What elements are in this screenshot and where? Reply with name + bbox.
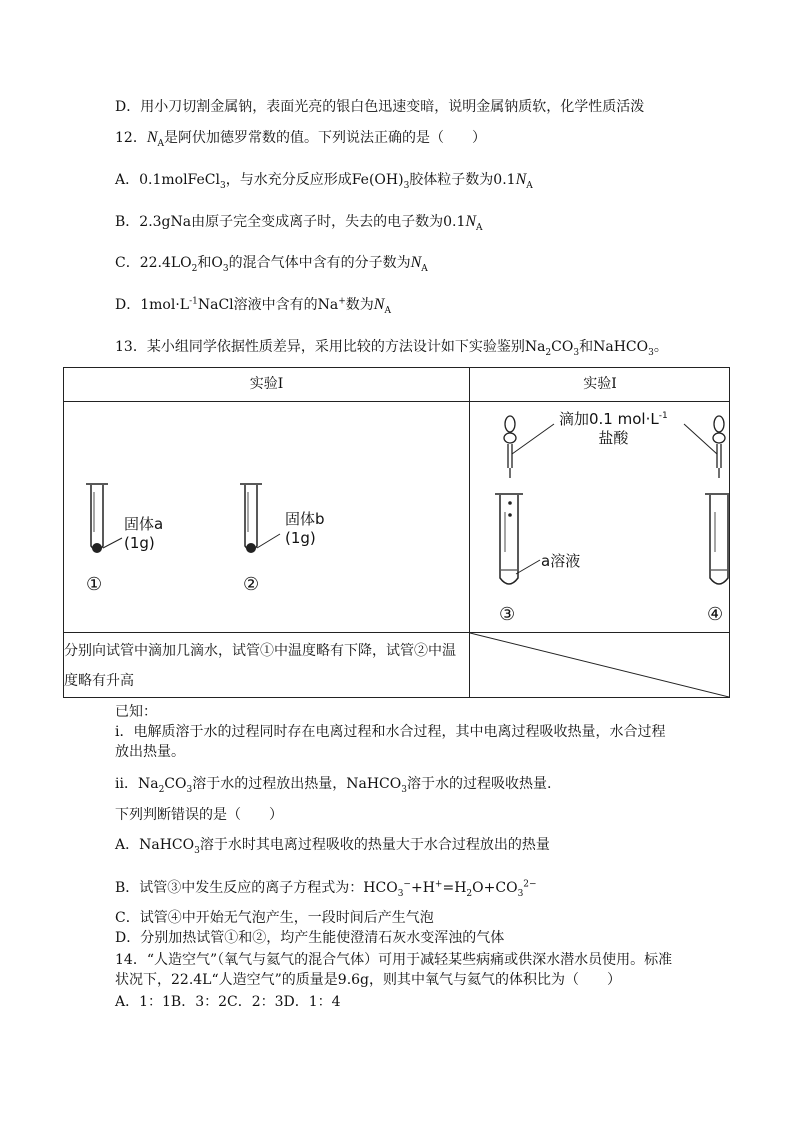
test-tube-4 [705,494,730,584]
solid-b-powder [246,543,256,553]
test-tube-1 [86,484,108,551]
q12-d-post: 数为 [345,297,374,313]
drop-icon [508,513,512,517]
q12-c-post: 的混合气体中含有的分子数为 [228,255,411,271]
q13-stem-s1: 2 [545,347,552,358]
q12-c-sub: 2 [191,263,198,274]
q13-option-c: C．试管④中开始无气泡产生，一段时间后产生气泡 [115,910,434,926]
q12-option-c [115,253,428,273]
q12-c-mid: 和O [197,255,223,271]
q13-stem-s2: 3 [573,347,580,358]
q13-b-sub3: 3 [517,888,524,899]
q13-option-a [115,835,550,855]
experiment-table [63,367,730,698]
dropper-left-leader [512,424,554,454]
q12-d-sup2: + [338,296,346,307]
solid-b-text: 固体b [285,510,325,528]
q11-option-d [115,97,644,117]
q12-a-post: 胶体粒子数为0.1 [409,172,516,188]
known-ii [115,774,551,794]
q13-option-d: D．分别加热试管①和②，均产生能使澄清石灰水变浑浊的气体 [115,930,505,946]
solid-a-text: 固体a [124,515,164,533]
q13-stem [115,337,668,357]
known-ii-s1: 2 [158,784,165,795]
q12-na-sub: A [157,138,164,149]
q12-d-na-sub: A [384,305,391,316]
q14-stem-line1: 14．“人造空气”（氧气与氦气的混合气体）可用于减轻某些病痛或供深水潜水员使用。标准 [115,952,673,968]
q13-stem-m2: 和NaHCO [579,339,649,355]
known-ii-s3: 3 [401,784,407,795]
known-ii-m2: 溶于水的过程放出热量，NaHCO [192,776,402,792]
q12-b-na-sub: A [476,222,483,233]
q12-c-sub2: 3 [222,263,229,274]
known-heading: 已知： [115,704,157,720]
known-ii-m1: CO [164,776,187,792]
solid-b-label [285,510,325,548]
tube-2-label: ② [243,574,260,595]
drop-icon [508,501,512,505]
q13-b-sub1: 3 [397,888,404,899]
solid-b-mass: (1g) [285,529,316,547]
q12-a-na: N [515,171,527,188]
dropper-label-acid: 盐酸 [598,429,629,447]
q12-stem-text: 是阿伏加德罗常数的值。下列说法正确的是（ ） [164,130,486,146]
solution-a-label: a溶液 [541,552,581,570]
tube-4-label: ④ [707,604,724,625]
solid-a-label [124,515,163,553]
q13-b-sup1: − [403,879,411,890]
q12-option-b [115,212,483,232]
empty-cell-diagonal [470,633,729,697]
q13-a-post: 溶于水时其电离过程吸收的热量大于水合过程放出的热量 [199,837,550,853]
q13-a-sub: 3 [194,845,200,856]
observation-cell: 分别向试管中滴加几滴水，试管①中温度略有下降，试管②中温度略有升高 [64,643,456,689]
q12-a-pre: A．0.1molFeCl [115,172,220,188]
q14-options: A．1：1B．3：2C．2：3D．1：4 [115,994,341,1010]
dropper-right-leader [684,424,717,454]
q13-stem-pre: 13．某小组同学依据性质差异，采用比较的方法设计如下实验鉴别Na [115,339,546,355]
q11-option-d-text: D．用小刀切割金属钠，表面光亮的银白色迅速变暗，说明金属钠质软，化学性质活泼 [115,99,645,115]
solid-a-leader [103,538,122,548]
header-experiment-1: 实验Ⅰ [249,376,284,392]
q13-option-b [115,878,537,898]
q12-option-a [115,170,533,190]
q12-c-na: N [410,254,422,271]
q12-option-d [115,295,391,315]
header-experiment-2: 实验Ⅰ [583,376,617,392]
tube-3-label: ③ [499,604,516,625]
solid-a-powder [92,543,102,553]
q13-b-m2: =H [442,880,467,896]
known-ii-post: 溶于水的过程吸收热量. [406,776,552,792]
known-ii-s2: 3 [186,784,193,795]
q13-b-sub2: 2 [466,888,473,899]
q12-number: 12． [115,130,147,146]
q13-b-sup3: 2− [523,879,537,890]
q13-a-pre: A．NaHCO [115,837,195,853]
solid-b-leader [257,534,280,548]
q13-stem-post: 。 [653,339,668,355]
q12-na-symbol: N [146,129,158,146]
q13-b-m3: O+CO [472,880,518,896]
dropper-left [504,416,516,478]
dropper-right [713,416,725,478]
tube-1-label: ① [86,574,103,595]
known-ii-pre: ⅱ．Na [115,776,159,792]
q12-b-pre: B．2.3gNa由原子完全变成离子时，失去的电子数为0.1 [115,214,466,230]
q12-c-na-sub: A [421,263,428,274]
solid-a-mass: (1g) [124,534,155,552]
q12-d-pre: D．1mol·L [115,297,190,313]
q12-d-sup: -1 [189,296,198,307]
q12-stem [115,128,486,148]
dropper-label-text: 滴加0.1 mol·L [559,410,659,428]
q13-stem-s3: 3 [648,347,654,358]
q13-question: 下列判断错误的是（ ） [115,807,283,823]
known-i-line1: ⅰ．电解质溶于水的过程同时存在电离过程和水合过程，其中电离过程吸收热量，水合过程 [115,724,666,740]
q12-a-sub: 3 [219,180,226,191]
q12-a-mid: ，与水充分反应形成Fe(OH) [225,172,404,188]
solution-a-leader [516,560,540,574]
q13-b-pre: B．试管③中发生反应的离子方程式为：HCO [115,880,398,896]
dropper-label-sup: -1 [658,411,668,421]
test-tube-2 [240,484,262,551]
dropper-label [559,410,668,448]
q13-stem-m1: CO [551,339,574,355]
q14-stem-line2: 状况下，22.4L“人造空气”的质量是9.6g，则其中氧气与氦气的体积比为（ ） [115,972,622,988]
q13-b-m1: +H [410,880,435,896]
q12-d-na: N [373,296,385,313]
q12-a-sub2: 3 [403,180,410,191]
test-tube-3 [495,494,523,584]
q12-c-pre: C．22.4LO [115,255,192,271]
q12-d-mid: NaCl溶液中含有的Na [197,297,339,313]
q13-b-sup2: + [434,879,443,890]
q12-a-na-sub: A [526,180,533,191]
q12-b-na: N [465,213,477,230]
known-i-line2: 放出热量。 [115,744,185,760]
